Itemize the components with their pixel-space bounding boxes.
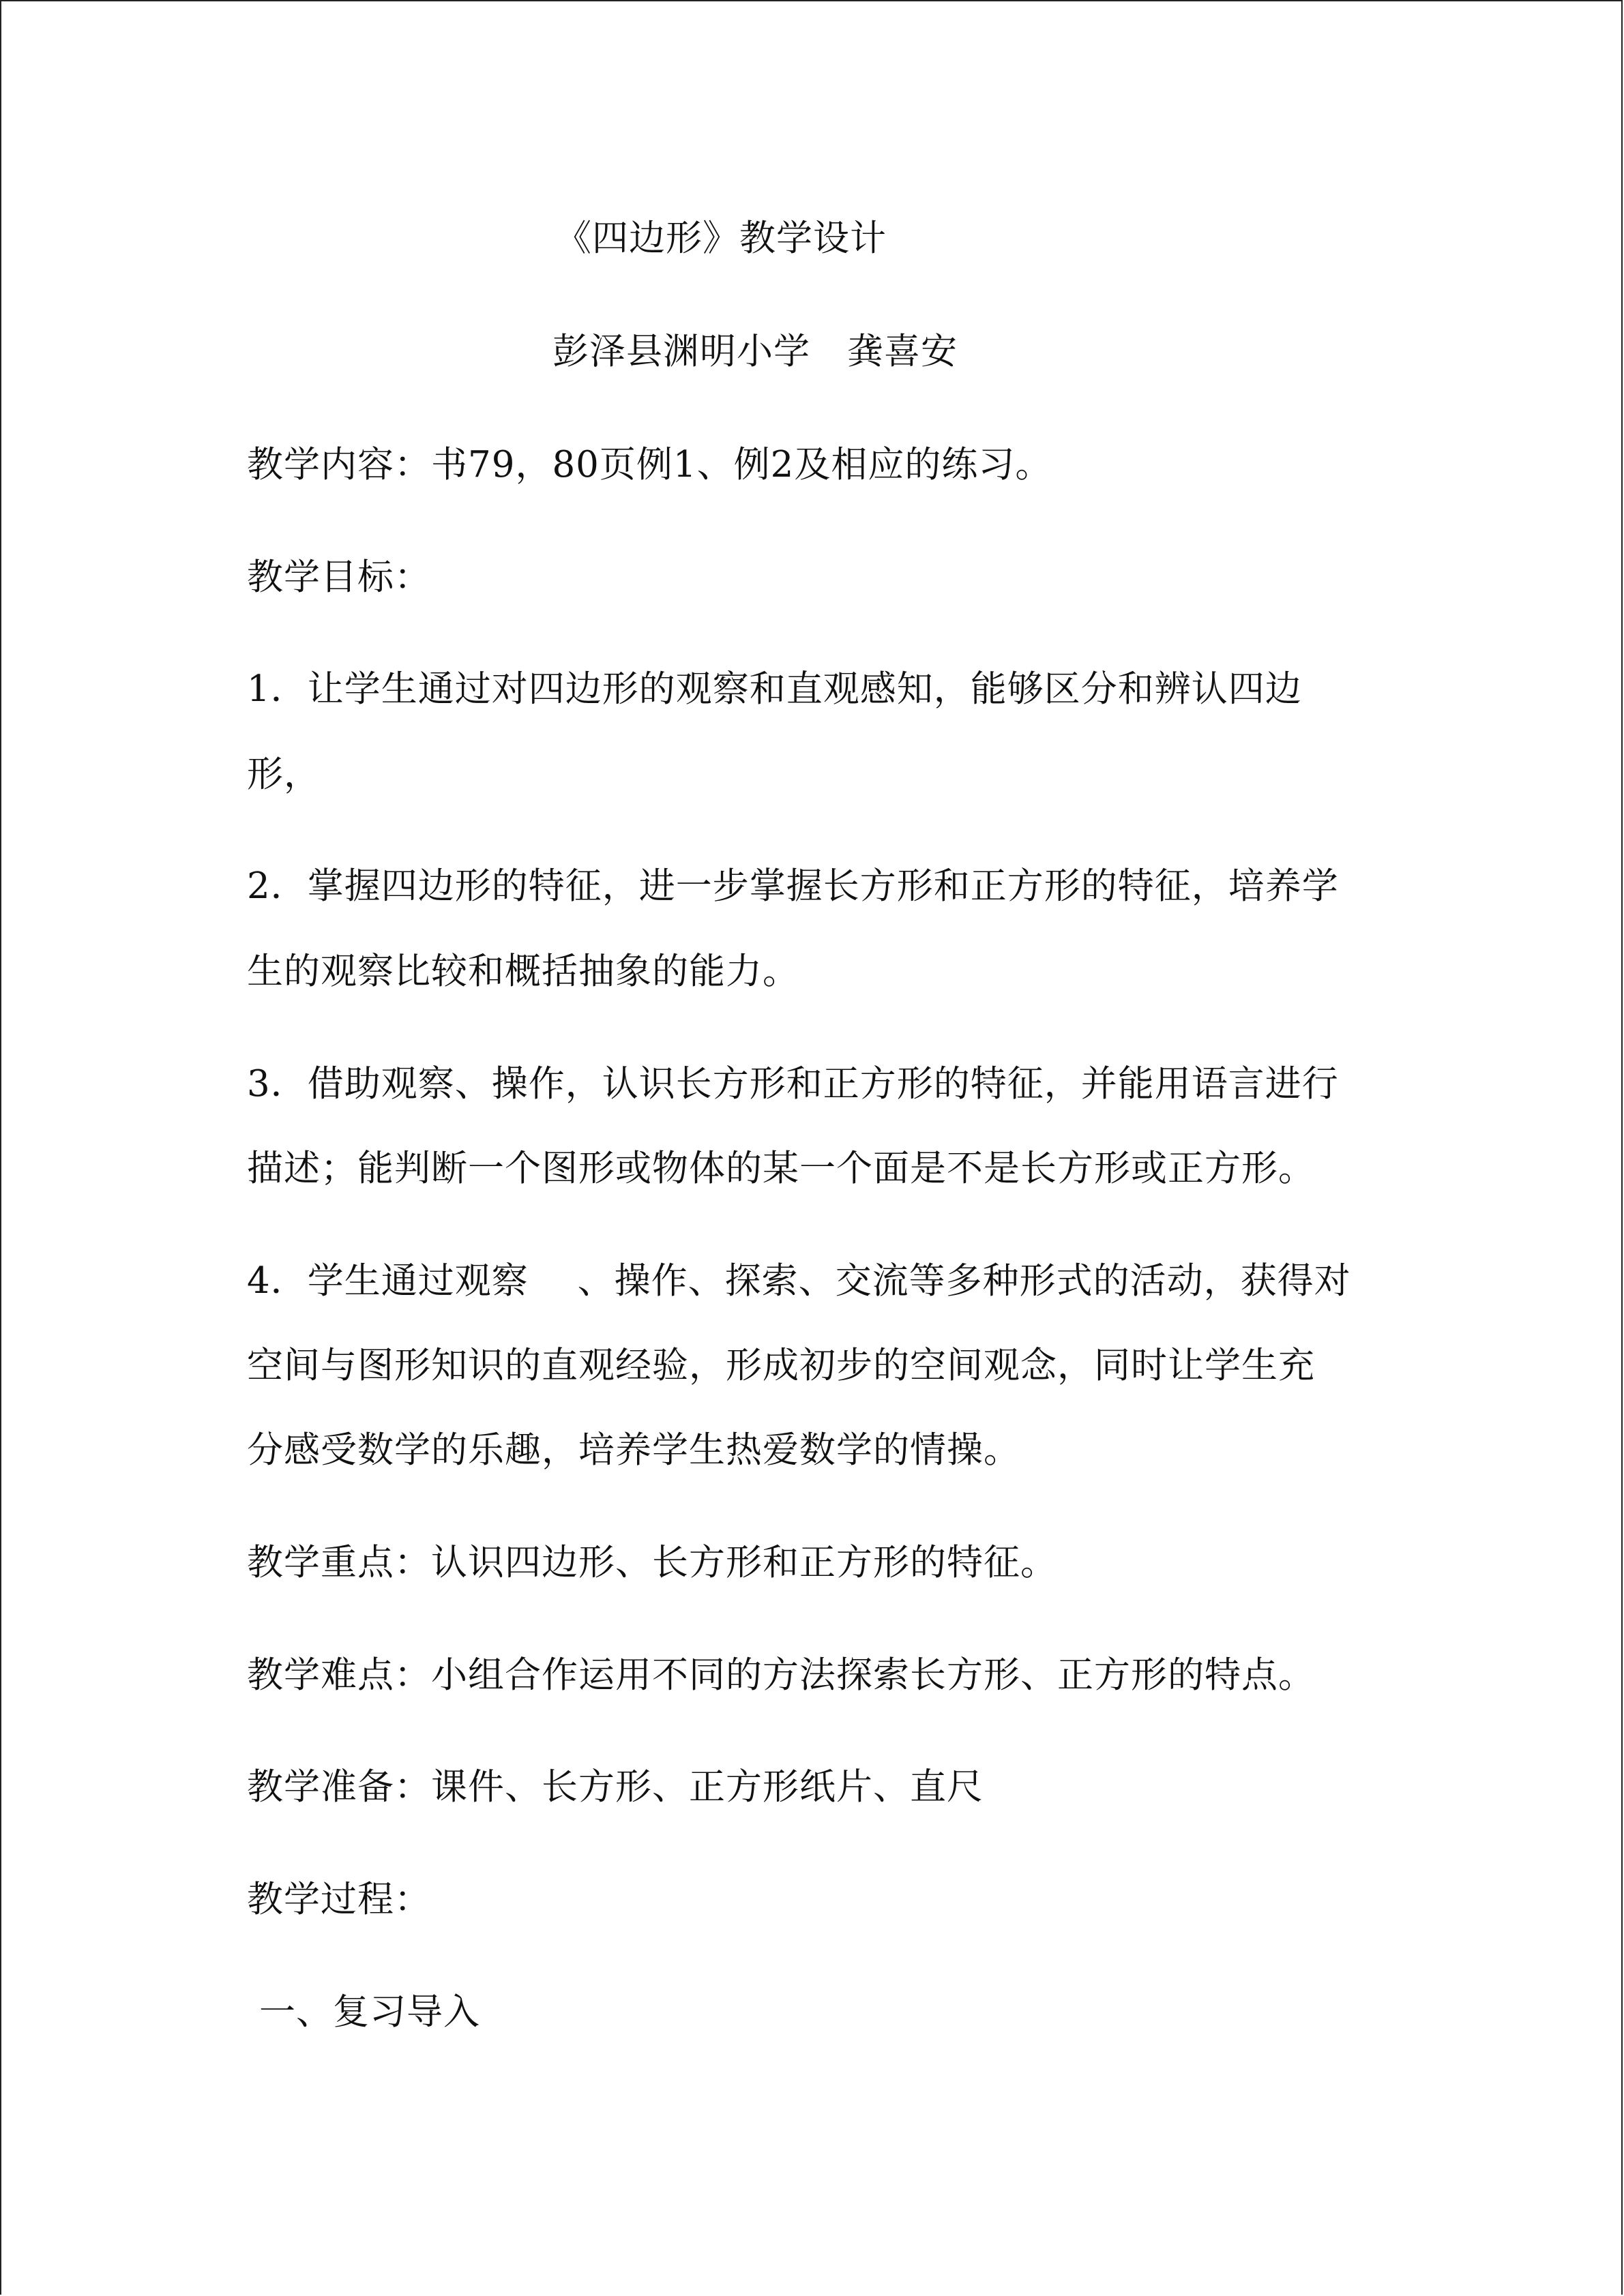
objectives-heading: 教学目标： [247,556,431,598]
key-points: 教学重点：认识四边形、长方形和正方形的特征。 [247,1542,1057,1583]
objective-1-line-2: 形， [247,754,321,795]
difficulties: 教学难点：小组合作运用不同的方法探索长方形、正方形的特点。 [247,1654,1315,1696]
objective-3-line-1: 3．借助观察、操作，认识长方形和正方形的特征，并能用语言进行 [247,1063,1339,1105]
author-line: 彭泽县渊明小学 龚喜安 [552,331,958,372]
objective-4-line-1: 4．学生通过观察 、操作、探索、交流等多种形式的活动，获得对 [247,1260,1351,1302]
objective-3-line-2: 描述；能判断一个图形或物体的某一个面是不是长方形或正方形。 [247,1148,1315,1189]
objective-2-line-1: 2．掌握四边形的特征，进一步掌握长方形和正方形的特征，培养学 [247,865,1339,907]
objective-4-line-3: 分感受数学的乐趣，培养学生热爱数学的情操。 [247,1429,1020,1471]
section-review-intro: 一、复习导入 [259,1991,480,2033]
objective-1-line-1: 1．让学生通过对四边形的观察和直观感知，能够区分和辨认四边 [247,668,1302,710]
objective-2-line-2: 生的观察比较和概括抽象的能力。 [247,951,799,992]
objective-4-line-2: 空间与图形知识的直观经验，形成初步的空间观念，同时让学生充 [247,1345,1315,1386]
teaching-content: 教学内容：书79，80页例1、例2及相应的练习。 [247,444,1052,486]
process-heading: 教学过程： [247,1879,431,1920]
preparation: 教学准备：课件、长方形、正方形纸片、直尺 [247,1766,984,1808]
document-title: 《四边形》教学设计 [555,218,887,259]
